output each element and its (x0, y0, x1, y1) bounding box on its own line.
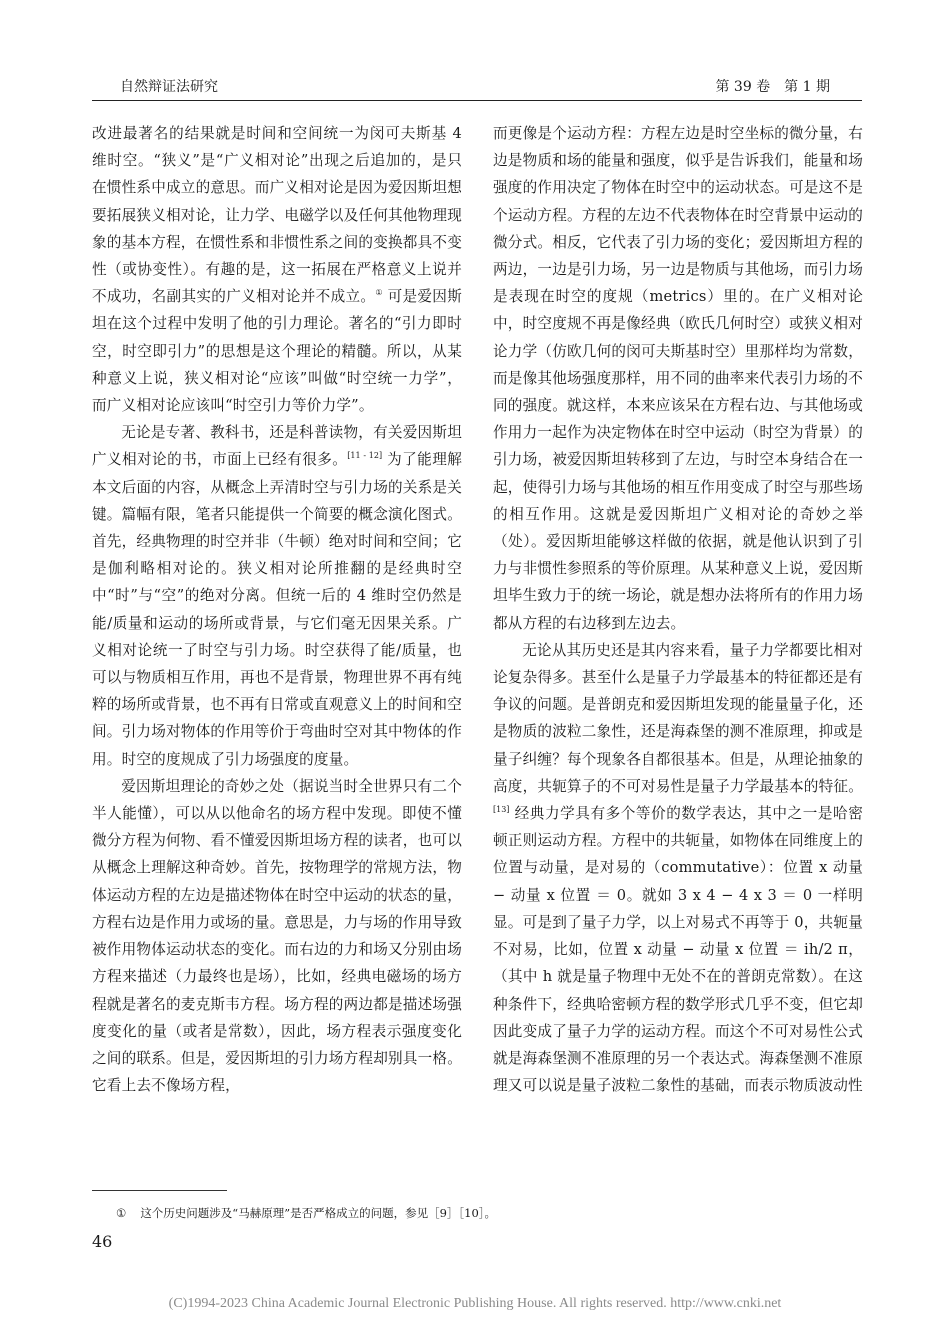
journal-title: 自然辩证法研究 (120, 79, 218, 95)
footnote-marker: ① (116, 1206, 127, 1220)
left-p2-text-b: 为了能理解本文后面的内容，从概念上弄清时空与引力场的关系是关键。篇幅有限，笔者只能提供一个简要的概念演化图式。首先，经典物理的时空并非（牛顿）绝对时间和空间；它是伽利略相对论的。狭义相对论所推翻的是经典时空中“时”与“空”的绝对分离。但统一后的 4 维时空仍然是能/质量和运动的场所或背景，与它们毫无因果关系。广义相对论统一了时空与引力场。时空获得了能/质量，也可以与物质相互作用，再也不是背景，物理世界不再有纯粹的场所或背景，也不再有日常或直观意义上的时间和空间。引力场对物体的作用等价于弯曲时空对其中物体的作用。时空的度规成了引力场强度的度量。 (92, 451, 463, 768)
left-column (92, 120, 462, 1099)
right-p2-text-a: 无论从其历史还是其内容来看，量子力学都要比相对论复杂得多。甚至什么是量子力学最基本的特征都还是有争议的问题。是普朗克和爱因斯坦发现的能量量子化，还是物质的波粒二象性，还是海森堡的测不准原理，抑或是量子纠缠？每个现象各自都很基本。但是，从理论抽象的高度，共轭算子的不可对易性是量子力学最基本的特征。 (493, 641, 863, 795)
issue-label: 第 39 卷 第 1 期 (715, 79, 830, 95)
right-paragraph-2 (493, 637, 863, 1099)
citation-ref[interactable]: [11 - 12] (347, 451, 383, 461)
left-paragraph-2 (92, 419, 462, 773)
copyright-line: (C)1994-2023 China Academic Journal Electronic Publishing House. All rights reserved. http://www.cnki.net (168, 1296, 782, 1311)
header-rule (92, 100, 862, 101)
footnote (116, 1205, 496, 1221)
footnote-ref[interactable]: ① (375, 288, 383, 298)
left-p2-text-a: 无论是专著、教科书，还是科普读物，有关爱因斯坦广义相对论的书，市面上已经有很多。 (92, 424, 462, 469)
right-p2-text-b: 经典力学具有多个等价的数学表达，其中之一是哈密顿正则运动方程。方程中的共轭量，如物体在同维度上的位置与动量，是对易的（commutative）：位置 x 动量 − 动量 x 位置 ＝ 0。就如 3 x 4 − 4 x 3 ＝ 0 一样明显。可是到了量子力学，以上对易式不再等于 0，共轭量不对易，比如，位置 x 动量 − 动量 x 位置 ＝ ih/2 π，（其中 h 就是量子物理中无处不在的普朗克常数）。在这种条件下，经典哈密顿方程的数学形式几乎不变，但它却因此变成了量子力学的运动方程。而这个不可对易性公式就是海森堡测不准原理的另一个表达式。海森堡测不准原理又可以说是量子波粒二象性的基础，而表示物质波动性 (493, 805, 863, 1095)
footnote-rule (92, 1190, 227, 1191)
left-paragraph-3: 爱因斯坦理论的奇妙之处（据说当时全世界只有二个半人能懂），可以从以他命名的场方程中发现。即使不懂微分方程为何物、看不懂爱因斯坦场方程的读者，也可以从概念上理解这种奇妙。首先，按物理学的常规方法，物体运动方程的左边是描述物体在时空中运动的状态的量，方程右边是作用力或场的量。意思是，力与场的作用导致被作用物体运动状态的变化。而右边的力和场又分别由场方程来描述（力最终也是场），比如，经典电磁场的场方程就是著名的麦克斯韦方程。场方程的两边都是描述场强度变化的量（或者是常数），因此，场方程表示强度变化之间的联系。但是，爱因斯坦的引力场方程却别具一格。它看上去不像场方程， (92, 777, 462, 1095)
right-column (493, 120, 863, 1099)
footnote-text: 这个历史问题涉及“马赫原理”是否严格成立的问题，参见［9］［10］。 (140, 1206, 497, 1220)
page-number: 46 (92, 1232, 113, 1251)
left-p1-text-b: 可是爱因斯坦在这个过程中发明了他的引力理论。著名的“引力即时空，时空即引力”的思想是这个理论的精髓。所以，从某种意义上说，狭义相对论“应该”叫做“时空统一力学”，而广义相对论应该叫“时空引力等价力学”。 (92, 288, 463, 415)
right-paragraph-1: 而更像是个运动方程：方程左边是时空坐标的微分量，右边是物质和场的能量和强度，似乎是告诉我们，能量和场强度的作用决定了物体在时空中的运动状态。可是这不是个运动方程。方程的左边不代表物体在时空背景中运动的微分式。相反，它代表了引力场的变化；爱因斯坦方程的两边，一边是引力场，另一边是物质与其他场，而引力场是表现在时空的度规（metrics）里的。在广义相对论中，时空度规不再是像经典（欧氏几何时空）或狭义相对论力学（仿欧几何的闵可夫斯基时空）里那样均为常数，而是像其他场强度那样，用不同的曲率来代表引力场的不同的强度。就这样，本来应该呆在方程右边、与其他场或作用力一起作为决定物体在时空中运动（时空为背景）的引力场，被爱因斯坦转移到了左边，与时空本身结合在一起，使得引力场与其他场的相互作用变成了时空与那些场的相互作用。这就是爱因斯坦广义相对论的奇妙之举（处）。爱因斯坦能够这样做的依据，就是他认识到了引力与非惯性参照系的等价原理。从某种意义上说，爱因斯坦毕生致力于的统一场论，就是想办法将所有的作用力场都从方程的右边移到左边去。 (493, 125, 863, 632)
citation-ref[interactable]: [13] (493, 805, 510, 815)
left-p1-text-a: 改进最著名的结果就是时间和空间统一为闵可夫斯基 4 维时空。“狭义”是“广义相对论”出现之后追加的，是只在惯性系中成立的意思。而广义相对论是因为爱因斯坦想要拓展狭义相对论，让力学、电磁学以及任何其他物理现象的基本方程，在惯性系和非惯性系之间的变换都具不变性（或协变性）。有趣的是，这一拓展在严格意义上说并不成功，名副其实的广义相对论并不成立。 (92, 125, 462, 306)
left-paragraph-1 (92, 120, 462, 419)
